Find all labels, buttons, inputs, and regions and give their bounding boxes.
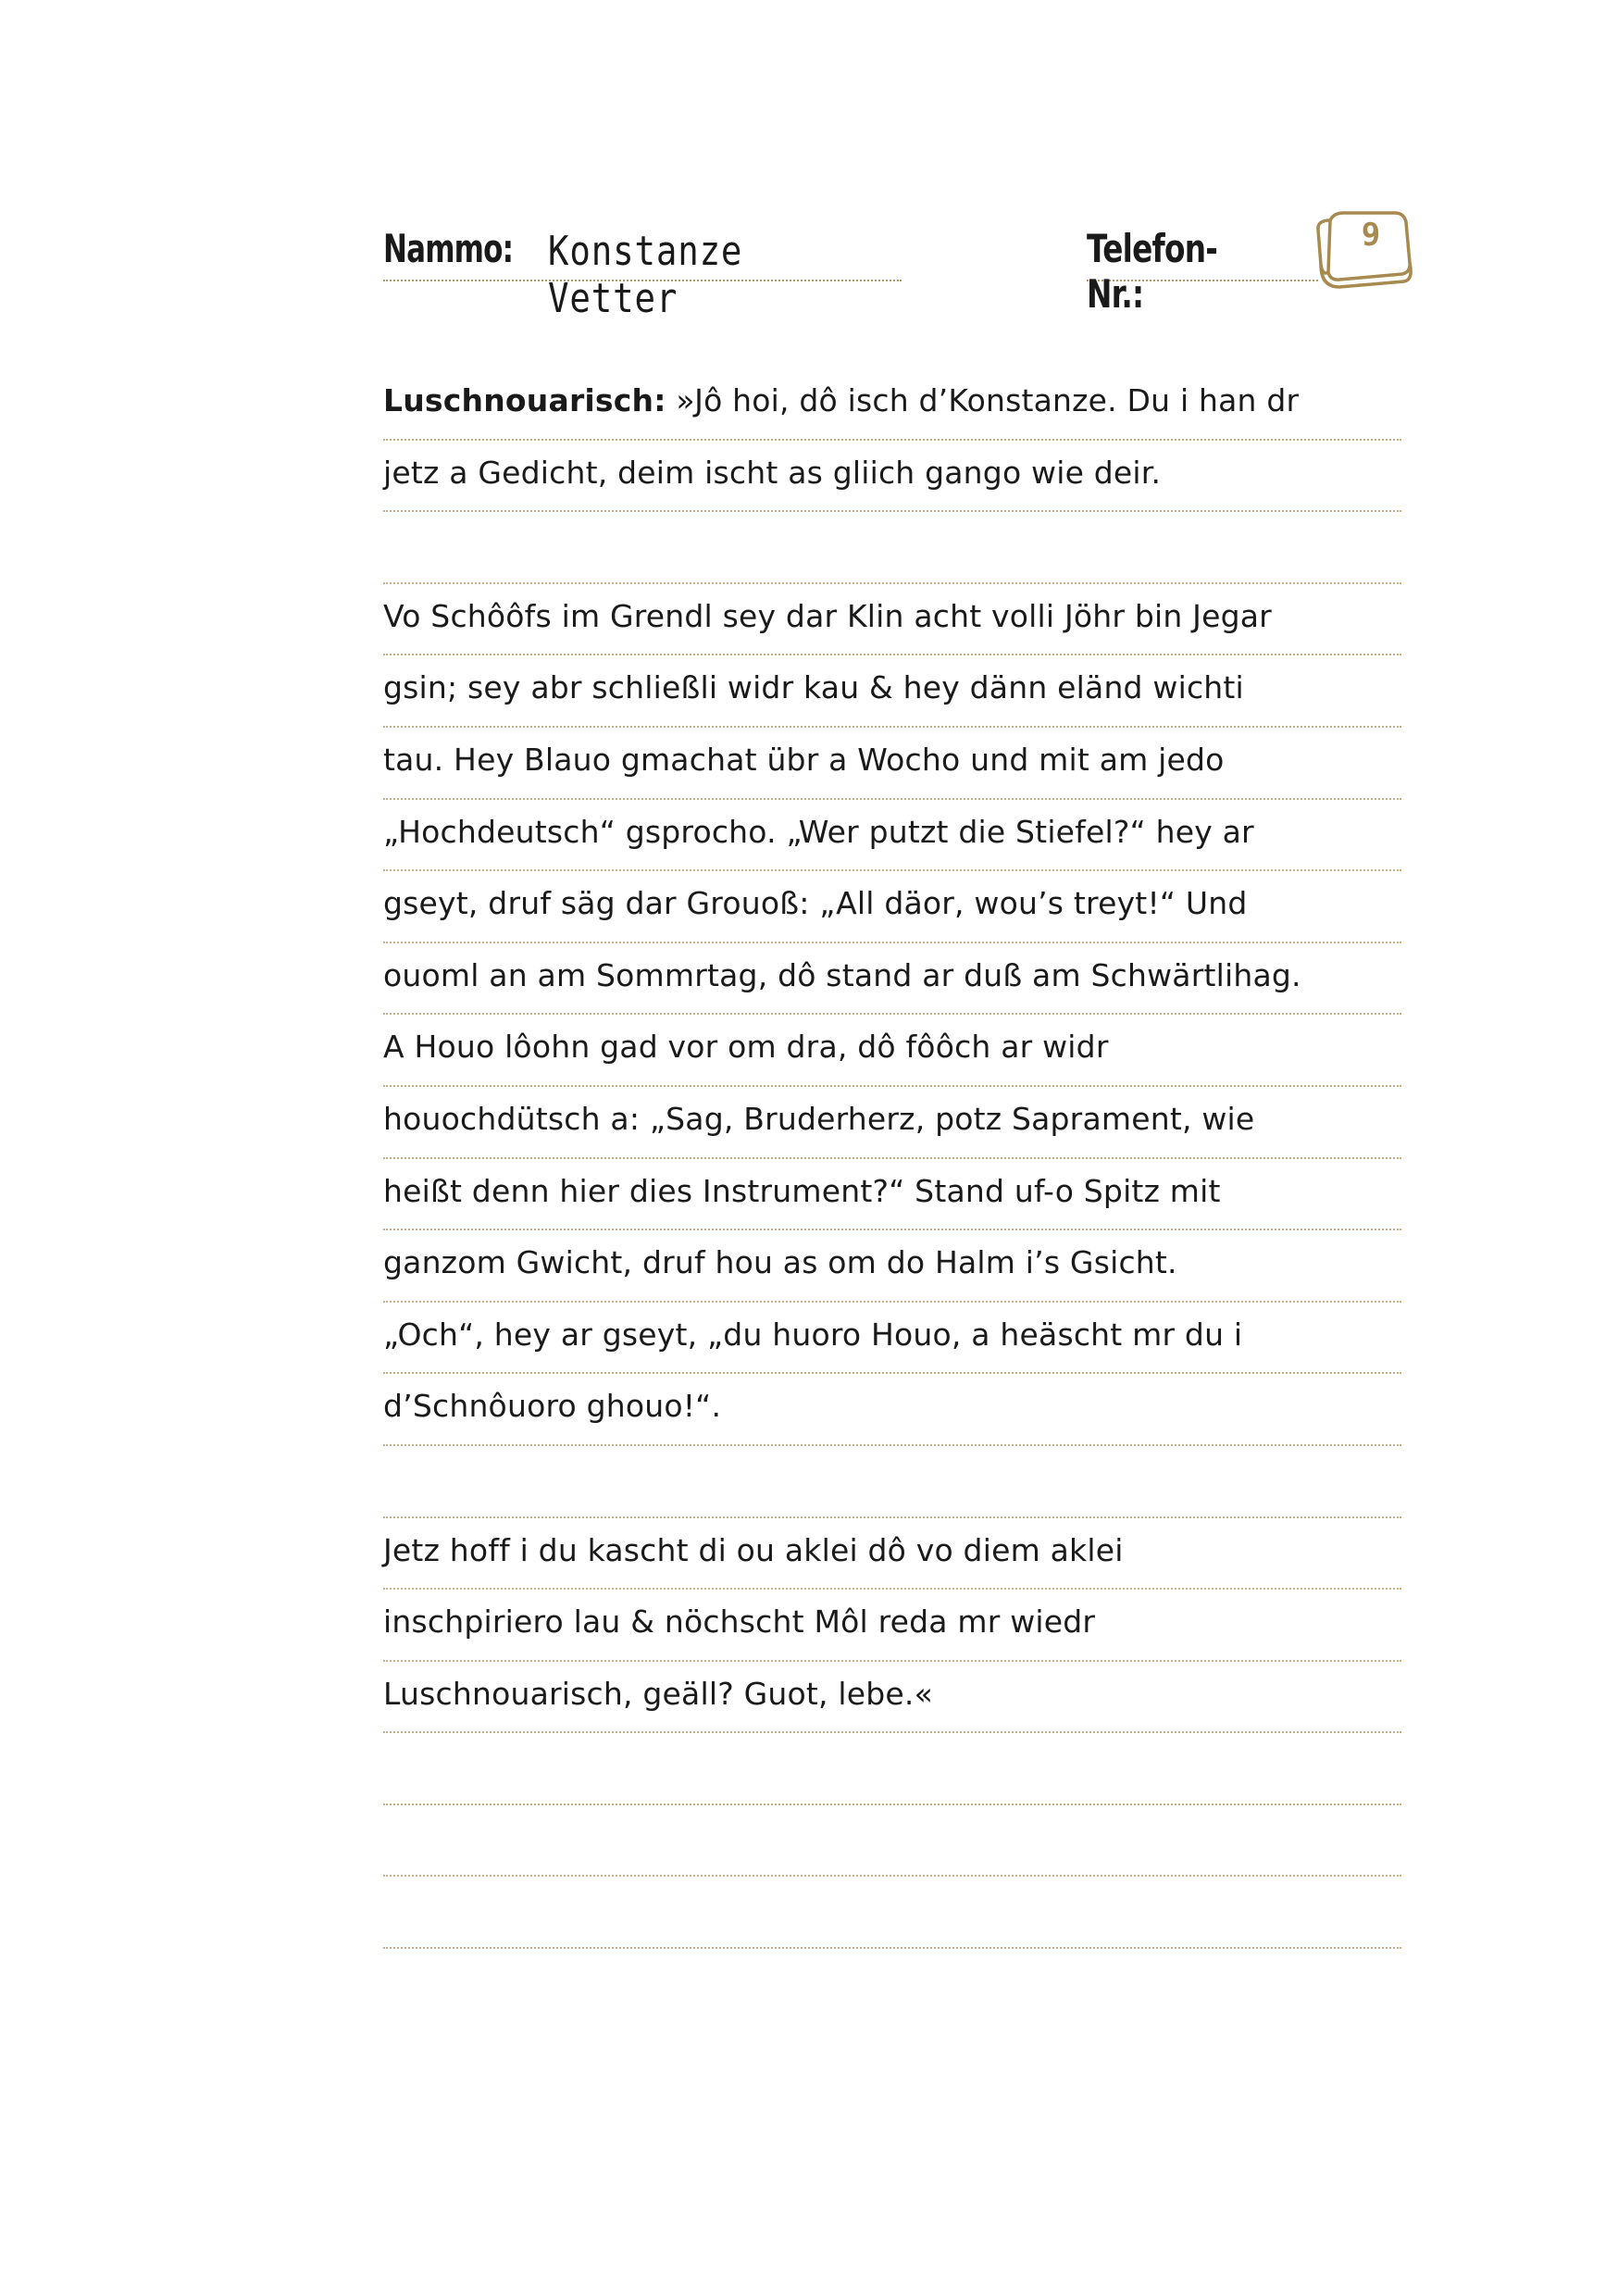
text-line: inschpiriero lau & nöchscht Môl reda mr wiedr <box>383 1590 1401 1662</box>
text-line <box>383 512 1401 584</box>
text-line: tau. Hey Blauo gmachat übr a Wocho und mit am jedo <box>383 728 1401 800</box>
text-line <box>383 1805 1401 1878</box>
lead-label: Luschnouarisch: <box>383 382 666 418</box>
phone-digit: 9 <box>1361 217 1381 254</box>
text-line: Vo Schôôfs im Grendl sey dar Klin acht volli Jöhr bin Jegar <box>383 584 1401 656</box>
text-line: jetz a Gedicht, deim ischt as gliich gango wie deir. <box>383 441 1401 513</box>
text-line: Luschnouarisch, geäll? Guot, lebe.« <box>383 1662 1401 1734</box>
text-line <box>383 1733 1401 1805</box>
text-line: heißt denn hier dies Instrument?“ Stand uf-o Spitz mit <box>383 1159 1401 1231</box>
text-line <box>383 1446 1401 1518</box>
text-line: houochdütsch a: „Sag, Bruderherz, potz Saprament, wie <box>383 1087 1401 1159</box>
name-value: Konstanze Vetter <box>548 228 743 322</box>
phone-field <box>1087 222 1318 317</box>
text-line: Jetz hoff i du kascht di ou aklei dô vo diem aklei <box>383 1518 1401 1591</box>
page-header <box>383 217 1401 322</box>
text-line: „Och“, hey ar gseyt, „du huoro Houo, a heäscht mr du i <box>383 1303 1401 1375</box>
phone-label: Telefon-Nr.: <box>1087 226 1218 317</box>
text-line: gseyt, druf säg dar Grouoß: „All däor, wou’s treyt!“ Und <box>383 871 1401 943</box>
name-field <box>383 222 902 322</box>
name-label: Nammo: <box>383 226 514 271</box>
text-line <box>383 1877 1401 1949</box>
text-line: gsin; sey abr schließli widr kau & hey dänn eländ wichti <box>383 655 1401 728</box>
letter-body <box>383 368 1401 1949</box>
text-line: A Houo lôohn gad vor om dra, dô fôôch ar widr <box>383 1015 1401 1087</box>
text-line: ouoml an am Sommrtag, dô stand ar duß am Schwärtlihag. <box>383 943 1401 1016</box>
text-line: Luschnouarisch: »Jô hoi, dô isch d’Konstanze. Du i han dr <box>383 368 1401 441</box>
text-line: „Hochdeutsch“ gsprocho. „Wer putzt die Stiefel?“ hey ar <box>383 800 1401 872</box>
text-line: d’Schnôuoro ghouo!“. <box>383 1374 1401 1446</box>
text-line: ganzom Gwicht, druf hou as om do Halm i’s Gsicht. <box>383 1230 1401 1303</box>
